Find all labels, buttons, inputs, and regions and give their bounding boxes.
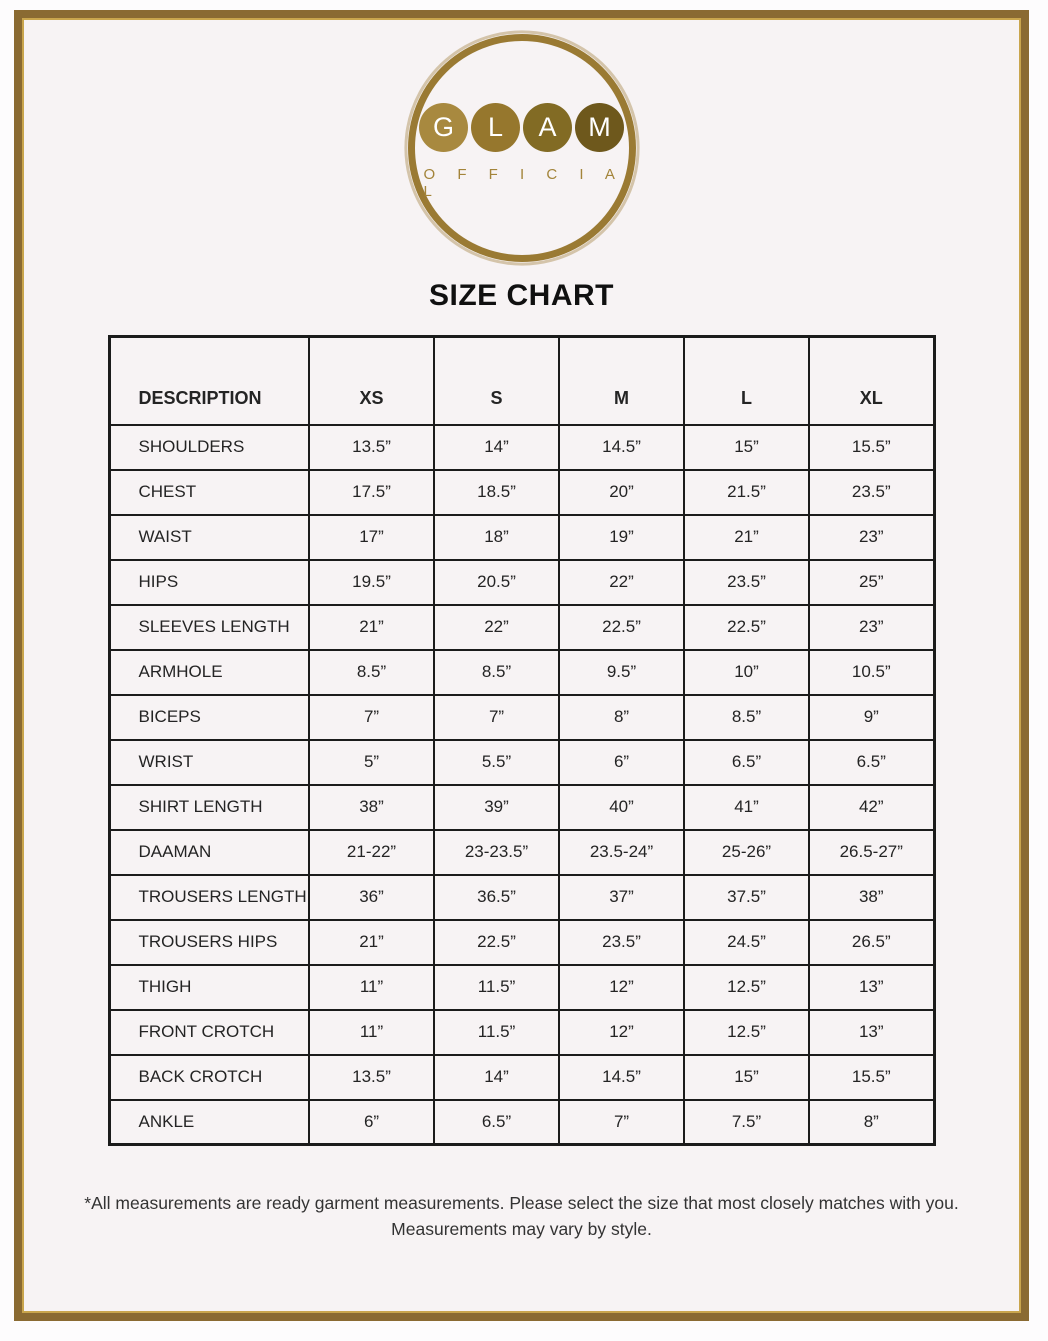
value-cell: 12” xyxy=(559,1010,684,1055)
row-label-cell: WRIST xyxy=(109,740,309,785)
brand-logo xyxy=(408,34,636,262)
page-title: SIZE CHART xyxy=(429,279,614,312)
value-cell: 8.5” xyxy=(684,695,809,740)
table-row xyxy=(109,650,934,695)
value-cell: 9” xyxy=(809,695,934,740)
value-cell: 22.5” xyxy=(434,920,559,965)
table-row xyxy=(109,920,934,965)
value-cell: 7” xyxy=(434,695,559,740)
value-cell: 10.5” xyxy=(809,650,934,695)
value-cell: 5.5” xyxy=(434,740,559,785)
value-cell: 13” xyxy=(809,965,934,1010)
value-cell: 5” xyxy=(309,740,434,785)
header-size-m: M xyxy=(559,337,684,425)
table-row xyxy=(109,470,934,515)
value-cell: 13.5” xyxy=(309,425,434,470)
table-row xyxy=(109,740,934,785)
value-cell: 22” xyxy=(559,560,684,605)
table-head xyxy=(109,337,934,425)
value-cell: 19” xyxy=(559,515,684,560)
value-cell: 40” xyxy=(559,785,684,830)
table-row xyxy=(109,965,934,1010)
row-label-cell: SHOULDERS xyxy=(109,425,309,470)
brand-letter-circle-m: M xyxy=(575,103,624,152)
value-cell: 13” xyxy=(809,1010,934,1055)
brand-letter-circle-a: A xyxy=(523,103,572,152)
value-cell: 11.5” xyxy=(434,965,559,1010)
value-cell: 8” xyxy=(559,695,684,740)
row-label-cell: HIPS xyxy=(109,560,309,605)
value-cell: 13.5” xyxy=(309,1055,434,1100)
row-label-cell: CHEST xyxy=(109,470,309,515)
frame-border xyxy=(14,10,1029,1321)
value-cell: 6.5” xyxy=(684,740,809,785)
row-label-cell: SHIRT LENGTH xyxy=(109,785,309,830)
value-cell: 14” xyxy=(434,1055,559,1100)
value-cell: 7.5” xyxy=(684,1100,809,1145)
value-cell: 9.5” xyxy=(559,650,684,695)
value-cell: 38” xyxy=(309,785,434,830)
value-cell: 15.5” xyxy=(809,425,934,470)
value-cell: 15” xyxy=(684,425,809,470)
value-cell: 14.5” xyxy=(559,425,684,470)
value-cell: 12” xyxy=(559,965,684,1010)
value-cell: 21-22” xyxy=(309,830,434,875)
value-cell: 12.5” xyxy=(684,1010,809,1055)
value-cell: 8” xyxy=(809,1100,934,1145)
value-cell: 21” xyxy=(309,605,434,650)
table-row xyxy=(109,425,934,470)
table-row xyxy=(109,605,934,650)
value-cell: 20” xyxy=(559,470,684,515)
size-table xyxy=(108,335,936,1146)
header-description: DESCRIPTION xyxy=(109,337,309,425)
value-cell: 26.5-27” xyxy=(809,830,934,875)
footnote-line-2: Measurements may vary by style. xyxy=(391,1219,652,1240)
row-label-cell: FRONT CROTCH xyxy=(109,1010,309,1055)
value-cell: 15” xyxy=(684,1055,809,1100)
value-cell: 23.5-24” xyxy=(559,830,684,875)
value-cell: 6.5” xyxy=(434,1100,559,1145)
row-label-cell: ANKLE xyxy=(109,1100,309,1145)
table-row xyxy=(109,875,934,920)
brand-subtitle: O F F I C I A L xyxy=(423,165,624,200)
value-cell: 23.5” xyxy=(559,920,684,965)
value-cell: 21” xyxy=(309,920,434,965)
footnote-line-1: *All measurements are ready garment measurements. Please select the size that most closely matches with you. xyxy=(84,1193,959,1213)
brand-letter-circle-l: L xyxy=(471,103,520,152)
table-row xyxy=(109,785,934,830)
value-cell: 8.5” xyxy=(434,650,559,695)
value-cell: 24.5” xyxy=(684,920,809,965)
value-cell: 37” xyxy=(559,875,684,920)
value-cell: 11” xyxy=(309,1010,434,1055)
value-cell: 22” xyxy=(434,605,559,650)
table-row xyxy=(109,830,934,875)
value-cell: 12.5” xyxy=(684,965,809,1010)
value-cell: 7” xyxy=(309,695,434,740)
value-cell: 23-23.5” xyxy=(434,830,559,875)
row-label-cell: BICEPS xyxy=(109,695,309,740)
value-cell: 11.5” xyxy=(434,1010,559,1055)
row-label-cell: ARMHOLE xyxy=(109,650,309,695)
header-size-l: L xyxy=(684,337,809,425)
value-cell: 14.5” xyxy=(559,1055,684,1100)
table-row xyxy=(109,1055,934,1100)
table-header-row xyxy=(109,337,934,425)
value-cell: 14” xyxy=(434,425,559,470)
table-row xyxy=(109,560,934,605)
value-cell: 18.5” xyxy=(434,470,559,515)
row-label-cell: WAIST xyxy=(109,515,309,560)
value-cell: 21” xyxy=(684,515,809,560)
row-label-cell: DAAMAN xyxy=(109,830,309,875)
table-row xyxy=(109,695,934,740)
value-cell: 38” xyxy=(809,875,934,920)
value-cell: 17.5” xyxy=(309,470,434,515)
value-cell: 25” xyxy=(809,560,934,605)
brand-letter-circle-g: G xyxy=(419,103,468,152)
value-cell: 22.5” xyxy=(559,605,684,650)
value-cell: 26.5” xyxy=(809,920,934,965)
value-cell: 25-26” xyxy=(684,830,809,875)
value-cell: 20.5” xyxy=(434,560,559,605)
value-cell: 37.5” xyxy=(684,875,809,920)
value-cell: 23.5” xyxy=(809,470,934,515)
row-label-cell: BACK CROTCH xyxy=(109,1055,309,1100)
header-size-xl: XL xyxy=(809,337,934,425)
value-cell: 18” xyxy=(434,515,559,560)
value-cell: 23.5” xyxy=(684,560,809,605)
footnote xyxy=(24,1190,1019,1243)
value-cell: 22.5” xyxy=(684,605,809,650)
value-cell: 7” xyxy=(559,1100,684,1145)
value-cell: 41” xyxy=(684,785,809,830)
value-cell: 21.5” xyxy=(684,470,809,515)
value-cell: 23” xyxy=(809,605,934,650)
row-label-cell: TROUSERS LENGTH xyxy=(109,875,309,920)
table-row xyxy=(109,1010,934,1055)
value-cell: 15.5” xyxy=(809,1055,934,1100)
value-cell: 36” xyxy=(309,875,434,920)
value-cell: 8.5” xyxy=(309,650,434,695)
table-row xyxy=(109,1100,934,1145)
header-size-s: S xyxy=(434,337,559,425)
value-cell: 36.5” xyxy=(434,875,559,920)
value-cell: 11” xyxy=(309,965,434,1010)
value-cell: 6” xyxy=(559,740,684,785)
value-cell: 6.5” xyxy=(809,740,934,785)
value-cell: 39” xyxy=(434,785,559,830)
row-label-cell: TROUSERS HIPS xyxy=(109,920,309,965)
table-row xyxy=(109,515,934,560)
row-label-cell: SLEEVES LENGTH xyxy=(109,605,309,650)
brand-letters xyxy=(419,103,624,152)
value-cell: 19.5” xyxy=(309,560,434,605)
value-cell: 6” xyxy=(309,1100,434,1145)
value-cell: 42” xyxy=(809,785,934,830)
header-size-xs: XS xyxy=(309,337,434,425)
row-label-cell: THIGH xyxy=(109,965,309,1010)
value-cell: 10” xyxy=(684,650,809,695)
page-content xyxy=(22,18,1021,1313)
value-cell: 17” xyxy=(309,515,434,560)
table-body xyxy=(109,425,934,1145)
value-cell: 23” xyxy=(809,515,934,560)
